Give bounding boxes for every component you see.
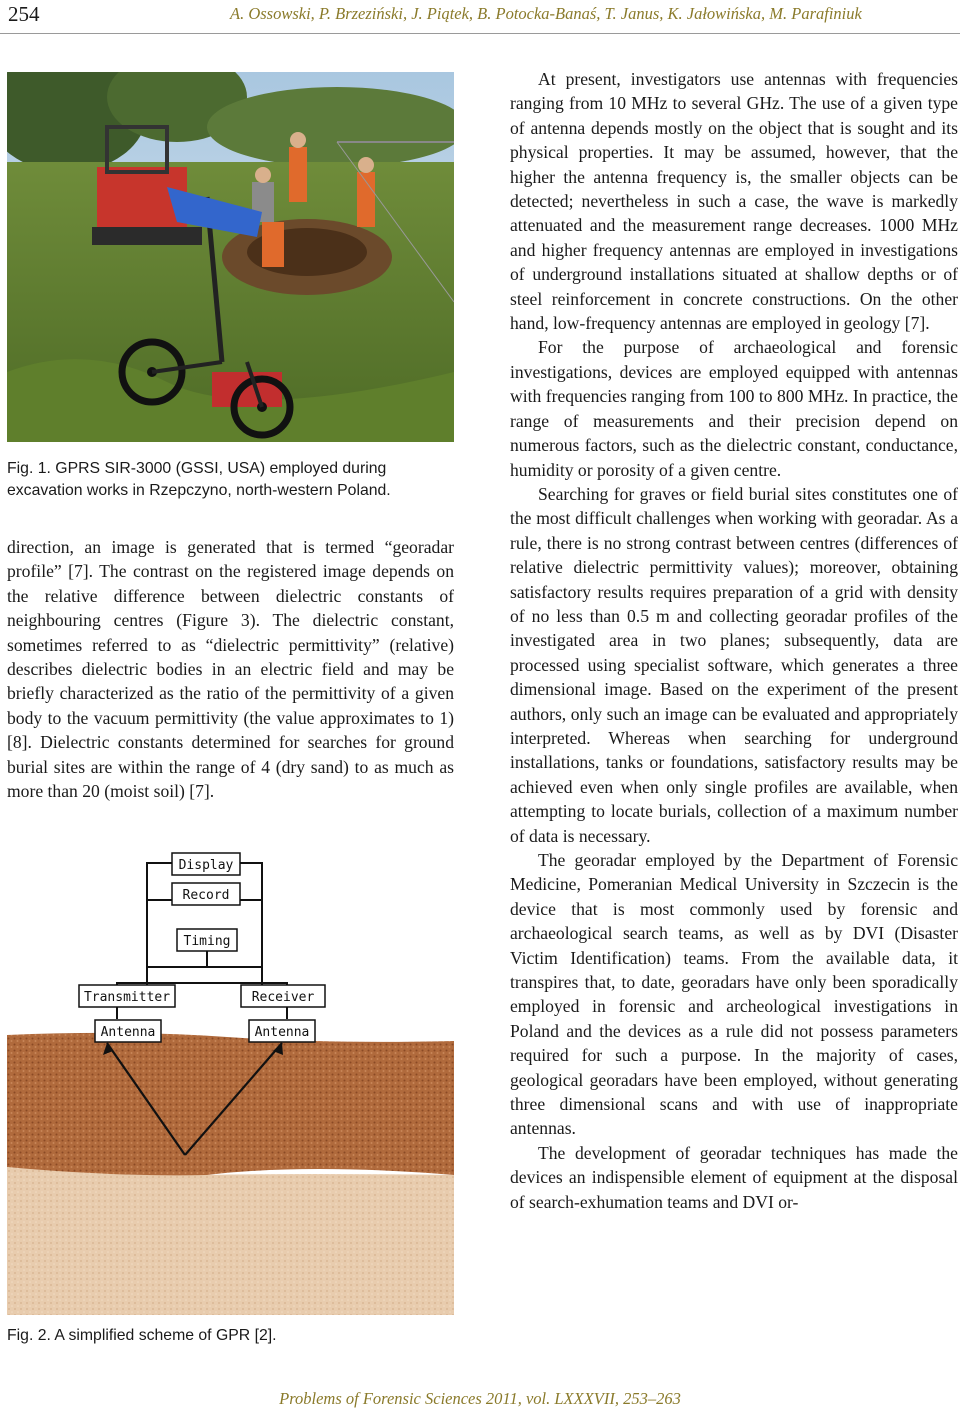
gpr-diagram [7, 845, 454, 1315]
paragraph: Searching for graves or field burial sites constitutes one of the most difficult challenges when working with georadar. As a rule, there is no strong contrast between centres (differences of relative dielectric permittivity values); moreover, obtaining satisfactory results requires preparation of a grid with density of no less than 0.5 m and collecting georadar profiles of the investigated area in two planes; subsequently, data are processed using specialist software, which generates a three dimensional image. Based on the experiment of the present authors, only such an image can be evaluated and appropriately interpreted. Whereas when searching for underground installations, tanks or foundations, satisfactory results may be achieved even when only single profiles are available, when attempting to locate burials, collection of a maximum number of data is necessary. [510, 483, 958, 846]
upper-soil-layer [7, 1033, 454, 1180]
figure-1-caption: Fig. 1. GPRS SIR-3000 (GSSI, USA) employed during excavation works in Rzepczyno, north-western Poland. [7, 460, 391, 499]
record-box [172, 883, 240, 905]
antenna-left-box [95, 1020, 161, 1042]
field-photo-illustration [7, 72, 454, 442]
receiver-box [241, 985, 325, 1007]
transmitter-label: Transmitter [83, 990, 171, 1005]
display-box [172, 853, 240, 875]
figure-1-photo [7, 72, 454, 442]
lower-soil-layer [7, 1167, 454, 1315]
paragraph: direction, an image is generated that is termed “georadar profile” [7]. The contrast on the registered image depends on the relative difference between dielectric constants of neighbouring centres (Figure 3). The dielectric constant, sometimes referred to as “dielectric permittivity” (relative) describes dielectric bodies in an electric field and may be briefly characterized as the ratio of the permittivity of a given body to the vacuum permittivity (the value approximates to 1) [8]. Dielectric constants determined for searches for ground burial sites are within the range of 4 (dry sand) to as much as more than 20 (moist soil) [7]. [7, 537, 454, 802]
display-label: Display [178, 858, 234, 873]
header-rule [0, 33, 960, 34]
record-label: Record [182, 888, 230, 903]
paragraph: The development of georadar techniques has made the devices an indispensible element of equipment at the disposal of search-exhumation teams and DVI or- [510, 1142, 958, 1212]
left-column-text [7, 535, 454, 803]
paragraph: For the purpose of archaeological and forensic investigations, devices are employed equipped with antennas with frequencies ranging from 100 to 800 MHz. In practice, the range of measurements and their precision depend on numerous factors, such as the dielectric constant, conductance, humidity or porosity of a given centre. [510, 337, 958, 480]
timing-label: Timing [183, 934, 231, 949]
figure-2-gpr-scheme [7, 845, 454, 1315]
antenna-right-label: Antenna [254, 1025, 310, 1040]
right-column-text [510, 67, 958, 1214]
page-number: 254 [8, 2, 40, 26]
footer-journal: Problems of Forensic Sciences 2011, vol. LXXXVII, 253–263 [279, 1389, 681, 1408]
paragraph: At present, investigators use antennas with frequencies ranging from 10 MHz to several GHz. The use of a given type of antenna depends mostly on the object that is sought and its physical properties. It may be assumed, however, that the higher the antenna frequency is, the smaller objects can be detected; nevertheless in such a case, the wave is markedly attenuated and the measurement range decreases. 1000 MHz and higher frequency antennas are employed in investigations of underground installations situated at shallow depths or of steel reinforcement in concrete constructions. On the other hand, low-frequency antennas are employed in geology [7]. [510, 69, 958, 334]
running-head-authors: A. Ossowski, P. Brzeziński, J. Piątek, B. Potocka-Banaś, T. Janus, K. Jałowińska, M. Parafiniuk [230, 4, 862, 23]
paragraph: The georadar employed by the Department of Forensic Medicine, Pomeranian Medical University in Szczecin is the device that is most commonly used by forensic and archaeological search teams, as well as by DVI (Disaster Victim Identification) teams. From the available data, it transpires that, to date, georadars have only been sporadically employed in forensic and archeological investigations in Poland and the devices as a rule did not possess parameters required for such a purpose. In the majority of cases, geological georadars have been employed, without generating three dimensional scans and with use of inappropriate antennas. [510, 850, 958, 1139]
figure-2-caption: Fig. 2. A simplified scheme of GPR [2]. [7, 1327, 277, 1344]
antenna-left-label: Antenna [100, 1025, 156, 1040]
timing-box [177, 929, 237, 951]
receiver-label: Receiver [251, 990, 315, 1005]
transmitter-box [79, 985, 175, 1007]
antenna-right-box [249, 1020, 315, 1042]
